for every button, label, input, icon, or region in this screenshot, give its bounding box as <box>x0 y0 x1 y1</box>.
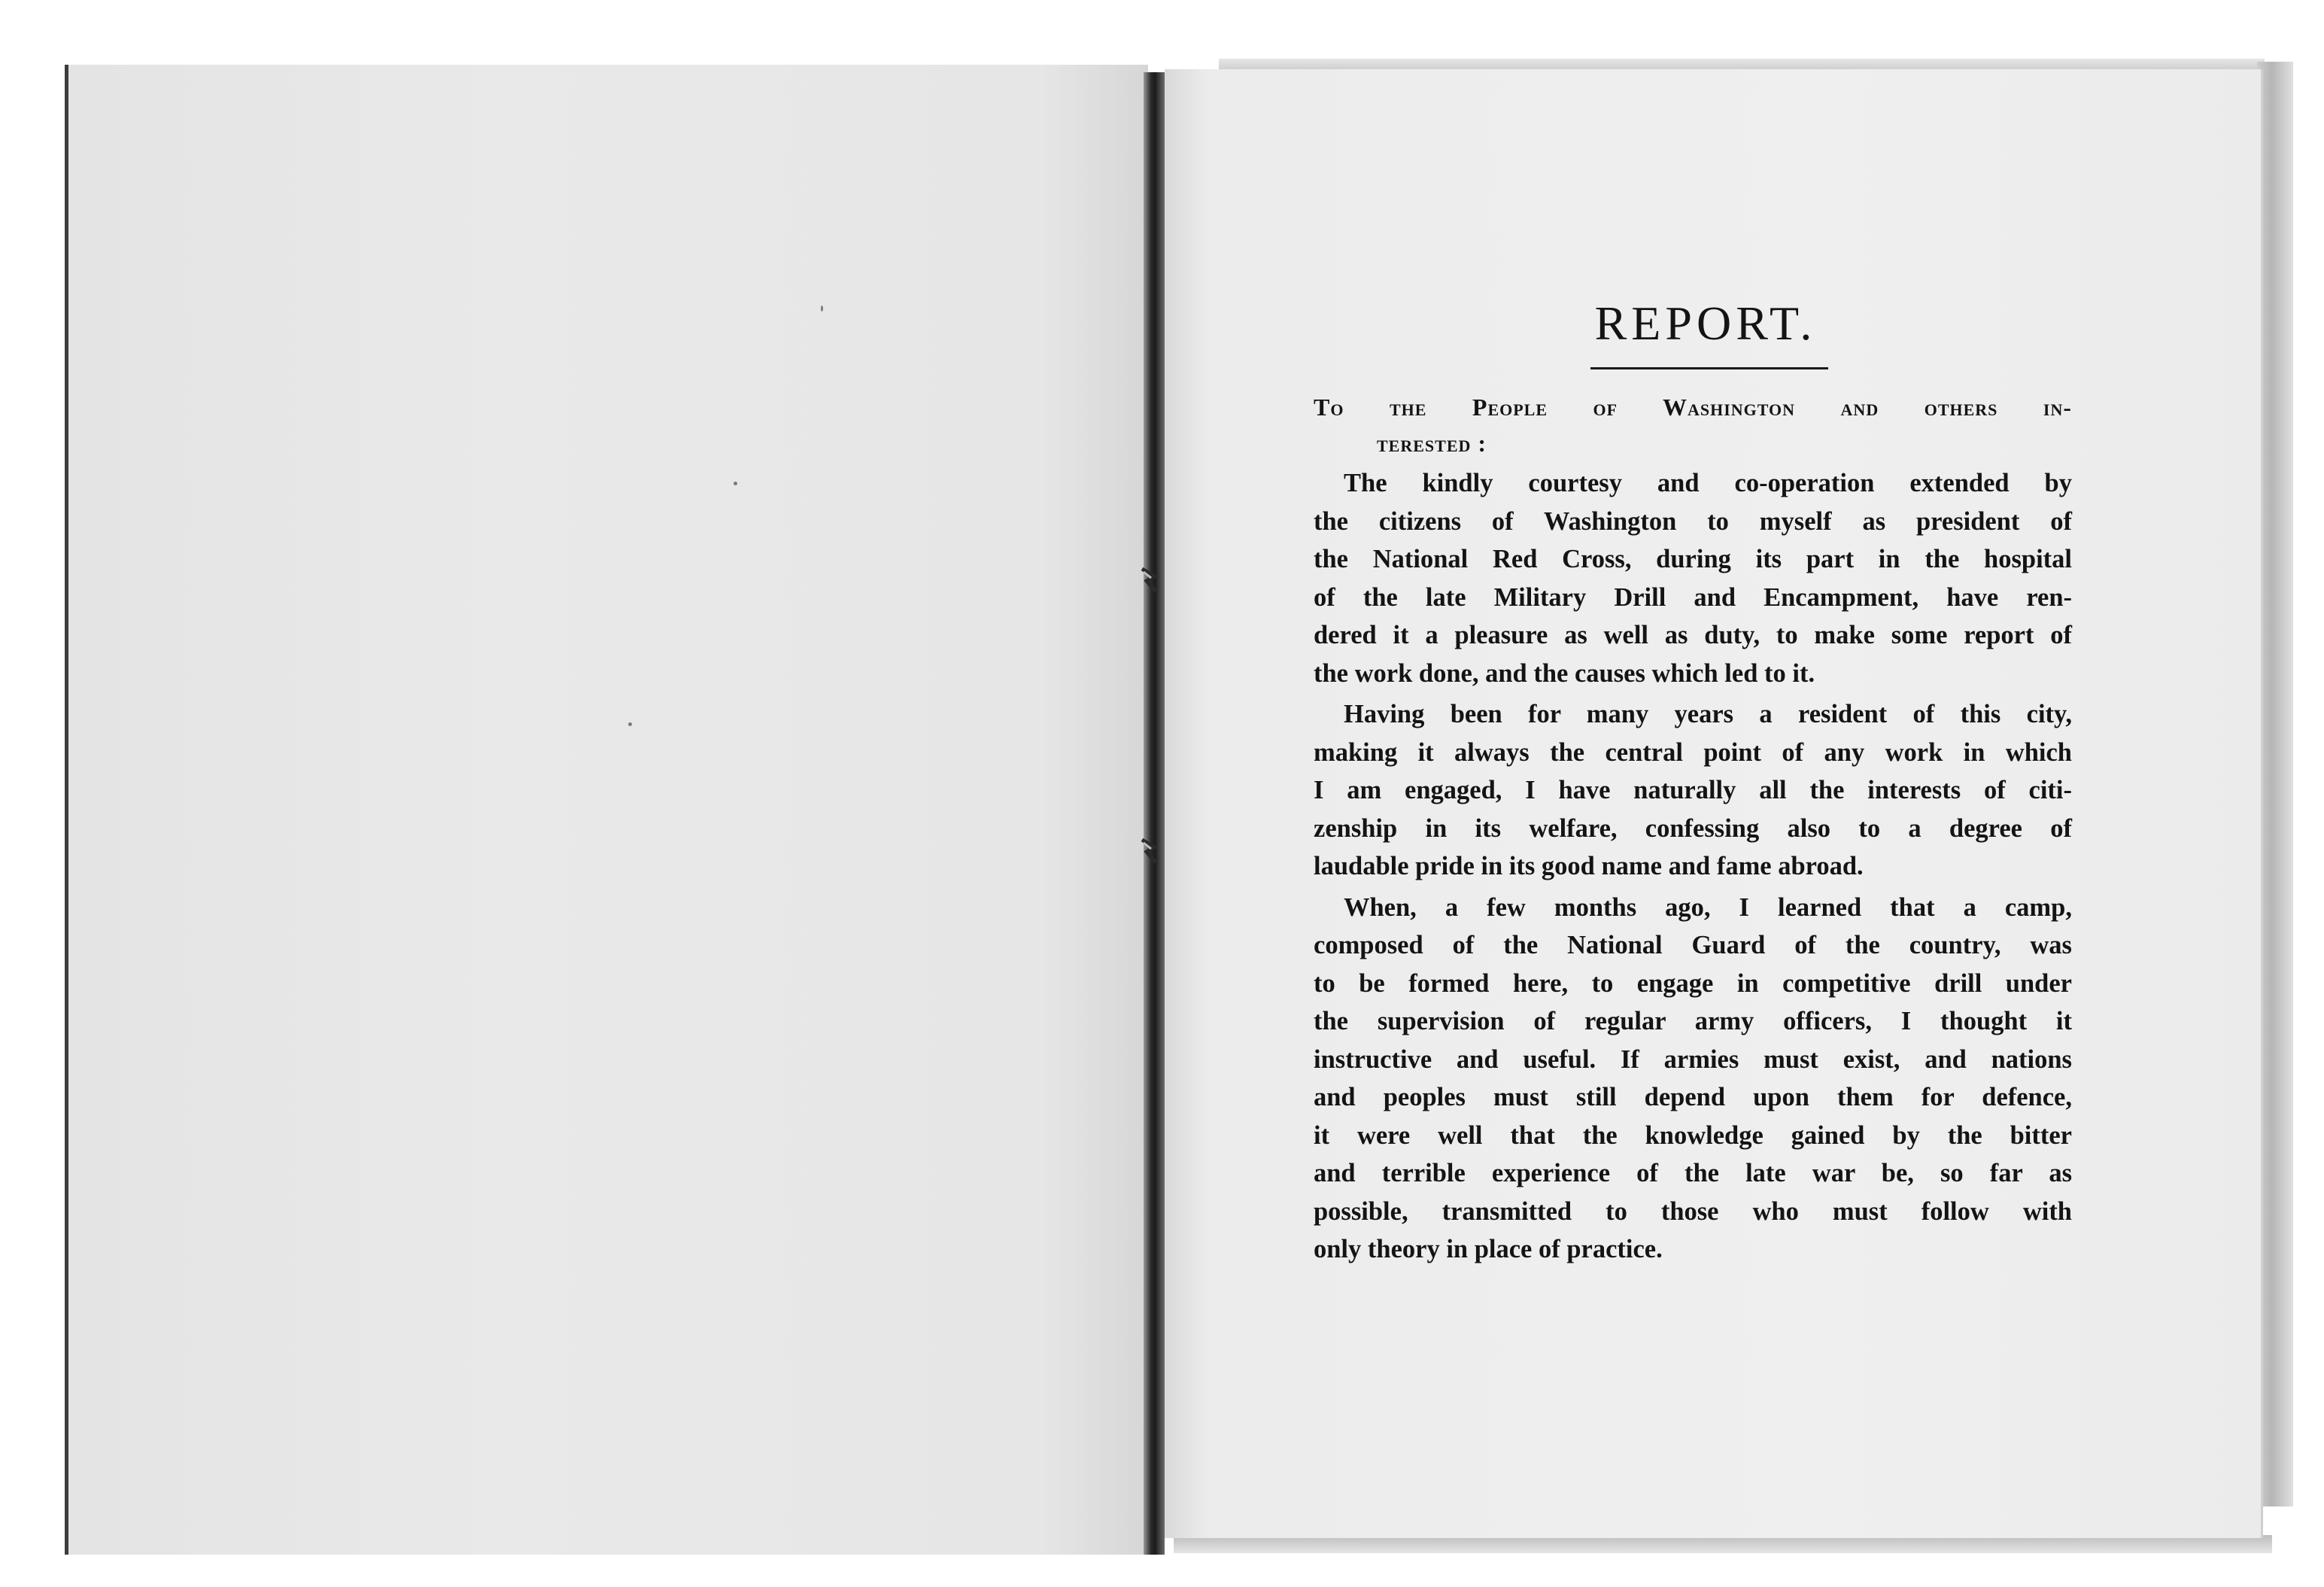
text-line: composed of the National Guard of the country, was <box>1314 931 2072 959</box>
text-line: it were well that the knowledge gained by the bitter <box>1314 1120 2072 1150</box>
text-line: the National Red Cross, during its part in the hospital <box>1314 545 2072 573</box>
text-line: I am engaged, I have naturally all the interests of citi- <box>1314 776 2072 804</box>
text-line: to be formed here, to engage in competitive drill under <box>1314 968 2072 998</box>
text-line: zenship in its welfare, confessing also to a degree of <box>1314 813 2072 843</box>
text-line: making it always the central point of any work in which <box>1314 737 2072 767</box>
text-line: the work done, and the causes which led to it. <box>1314 658 1815 688</box>
salutation <box>1314 389 2072 461</box>
text-line: Having been for many years a resident of this city, <box>1344 700 2072 728</box>
text-line: dered it a pleasure as well as duty, to make some report of <box>1314 621 2072 649</box>
paragraph <box>1314 464 2072 692</box>
paper-speck <box>734 482 737 485</box>
title-divider <box>1590 367 1828 369</box>
staple-icon <box>1139 566 1160 594</box>
report-text-block <box>1314 293 2072 1269</box>
paper-speck <box>821 306 823 312</box>
staple-icon <box>1139 837 1160 865</box>
text-line: and peoples must still depend upon them for defence, <box>1314 1083 2072 1111</box>
salutation-line: terested : <box>1377 430 1487 457</box>
text-line: of the late Military Drill and Encampment, have ren- <box>1314 582 2072 612</box>
text-line: laudable pride in its good name and fame abroad. <box>1314 852 1864 880</box>
page-title: REPORT. <box>1594 296 1817 350</box>
text-line: When, a few months ago, I learned that a camp, <box>1344 892 2072 922</box>
salutation-line: To the People of Washington and others in- <box>1314 394 2072 421</box>
text-line: the supervision of regular army officers, I thought it <box>1314 1007 2072 1035</box>
paragraph <box>1314 695 2072 886</box>
left-blank-page <box>65 65 1148 1555</box>
book-gutter-fold <box>1144 72 1165 1555</box>
text-line: possible, transmitted to those who must follow with <box>1314 1196 2072 1226</box>
text-line: the citizens of Washington to myself as president of <box>1314 506 2072 536</box>
text-line: and terrible experience of the late war be, so far as <box>1314 1159 2072 1187</box>
paper-speck <box>628 722 632 726</box>
paragraph <box>1314 889 2072 1269</box>
text-line: The kindly courtesy and co-operation extended by <box>1344 469 2072 497</box>
text-line: instructive and useful. If armies must exist, and nations <box>1314 1044 2072 1074</box>
text-line: only theory in place of practice. <box>1314 1235 1663 1263</box>
